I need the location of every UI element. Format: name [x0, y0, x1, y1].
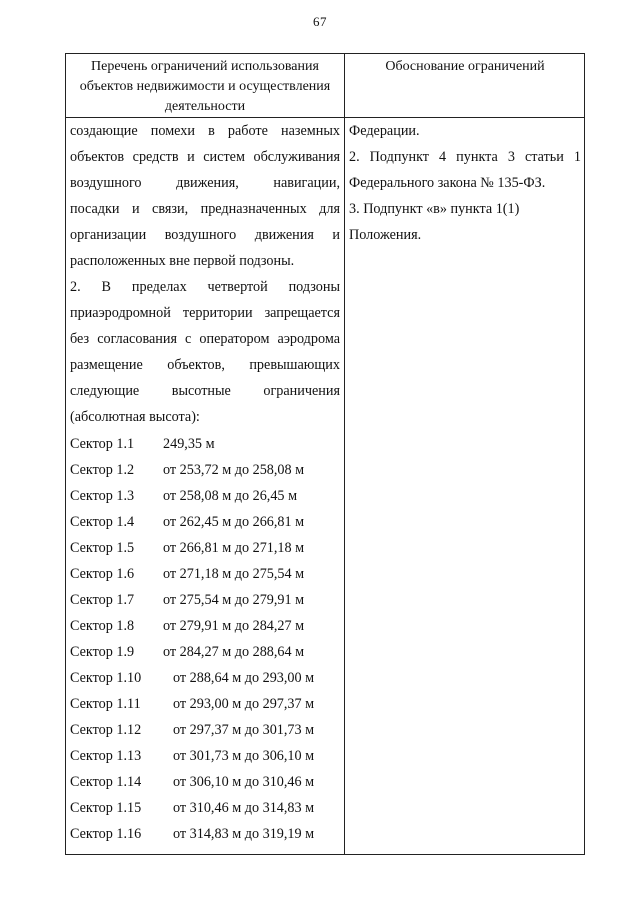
column-divider [344, 54, 345, 854]
sector-label: Сектор 1.9 [70, 644, 135, 660]
sector-label: Сектор 1.8 [70, 618, 135, 634]
sector-row [70, 457, 340, 483]
header-left-line: объектов недвижимости и осуществления [79, 79, 331, 94]
sector-range: от 275,54 м до 279,91 м [163, 592, 305, 608]
sector-row [70, 743, 340, 769]
sector-label: Сектор 1.1 [70, 436, 135, 452]
sector-range: от 301,73 м до 306,10 м [173, 748, 315, 764]
sector-label: Сектор 1.12 [70, 722, 142, 738]
sector-label: Сектор 1.2 [70, 462, 135, 478]
sector-row [70, 431, 340, 457]
sector-label: Сектор 1.7 [70, 592, 135, 608]
sector-range: 249,35 м [163, 436, 215, 452]
sector-label: Сектор 1.6 [70, 566, 135, 582]
sector-range: от 288,64 м до 293,00 м [173, 670, 315, 686]
sector-label: Сектор 1.16 [70, 826, 142, 842]
justification-text-line: Федерального закона № 135-ФЗ. [349, 175, 546, 191]
sector-row [70, 769, 340, 795]
sector-range: от 293,00 м до 297,37 м [173, 696, 315, 712]
sector-row [70, 561, 340, 587]
sector-range: от 297,37 м до 301,73 м [173, 722, 315, 738]
restriction-text-line: следующие высотные ограничения [70, 383, 340, 399]
justification-text-line: 3. Подпункт «в» пункта 1(1) [349, 201, 520, 217]
sector-row [70, 587, 340, 613]
sector-range: от 253,72 м до 258,08 м [163, 462, 305, 478]
justification-text-line: Положения. [349, 227, 422, 243]
restriction-text-line: организации воздушного движения и [70, 227, 340, 243]
restriction-text-line: без согласования с оператором аэродрома [70, 331, 340, 347]
sector-range: от 284,27 м до 288,64 м [163, 644, 305, 660]
sector-label: Сектор 1.3 [70, 488, 135, 504]
restriction-text-line: посадки и связи, предназначенных для [70, 201, 340, 217]
sector-row [70, 821, 340, 847]
sector-label: Сектор 1.15 [70, 800, 142, 816]
sector-row [70, 795, 340, 821]
sector-range: от 306,10 м до 310,46 м [173, 774, 315, 790]
sector-range: от 271,18 м до 275,54 м [163, 566, 305, 582]
restriction-text-line: создающие помехи в работе наземных [70, 123, 340, 139]
header-left-cell [68, 57, 342, 117]
sector-label: Сектор 1.5 [70, 540, 135, 556]
header-left-line: Перечень ограничений использования [91, 59, 319, 74]
sector-label: Сектор 1.11 [70, 696, 141, 712]
sector-row [70, 613, 340, 639]
sector-row [70, 535, 340, 561]
restriction-text-line: приаэродромной территории запрещается [70, 305, 340, 321]
sector-label: Сектор 1.14 [70, 774, 142, 790]
sector-row [70, 665, 340, 691]
sector-label: Сектор 1.13 [70, 748, 142, 764]
header-left-line: деятельности [164, 99, 246, 114]
justification-text-line: Федерации. [349, 123, 420, 139]
justification-text-line: 2. Подпункт 4 пункта 3 статьи 1 [349, 149, 581, 165]
restriction-text-line: (абсолютная высота): [70, 409, 200, 425]
sector-range: от 262,45 м до 266,81 м [163, 514, 305, 530]
sector-label: Сектор 1.4 [70, 514, 135, 530]
restriction-text-line: 2. В пределах четвертой подзоны [70, 279, 340, 295]
restriction-text-line: размещение объектов, превышающих [70, 357, 340, 373]
page-number: 67 [313, 14, 327, 29]
sector-row [70, 717, 340, 743]
sector-row [70, 639, 340, 665]
sector-range: от 310,46 м до 314,83 м [173, 800, 315, 816]
sector-range: от 266,81 м до 271,18 м [163, 540, 305, 556]
sector-row [70, 483, 340, 509]
header-right-cell: Обоснование ограничений [385, 59, 545, 74]
sector-range: от 314,83 м до 319,19 м [173, 826, 315, 842]
sector-row [70, 509, 340, 535]
sector-label: Сектор 1.10 [70, 670, 142, 686]
restriction-text-line: расположенных вне первой подзоны. [70, 253, 295, 269]
restriction-text-line: воздушного движения, навигации, [70, 175, 340, 191]
restriction-text-line: объектов средств и систем обслуживания [70, 149, 340, 165]
sector-row [70, 691, 340, 717]
sector-range: от 279,91 м до 284,27 м [163, 618, 305, 634]
restrictions-table [65, 53, 585, 855]
sector-range: от 258,08 м до 26,45 м [163, 488, 298, 504]
